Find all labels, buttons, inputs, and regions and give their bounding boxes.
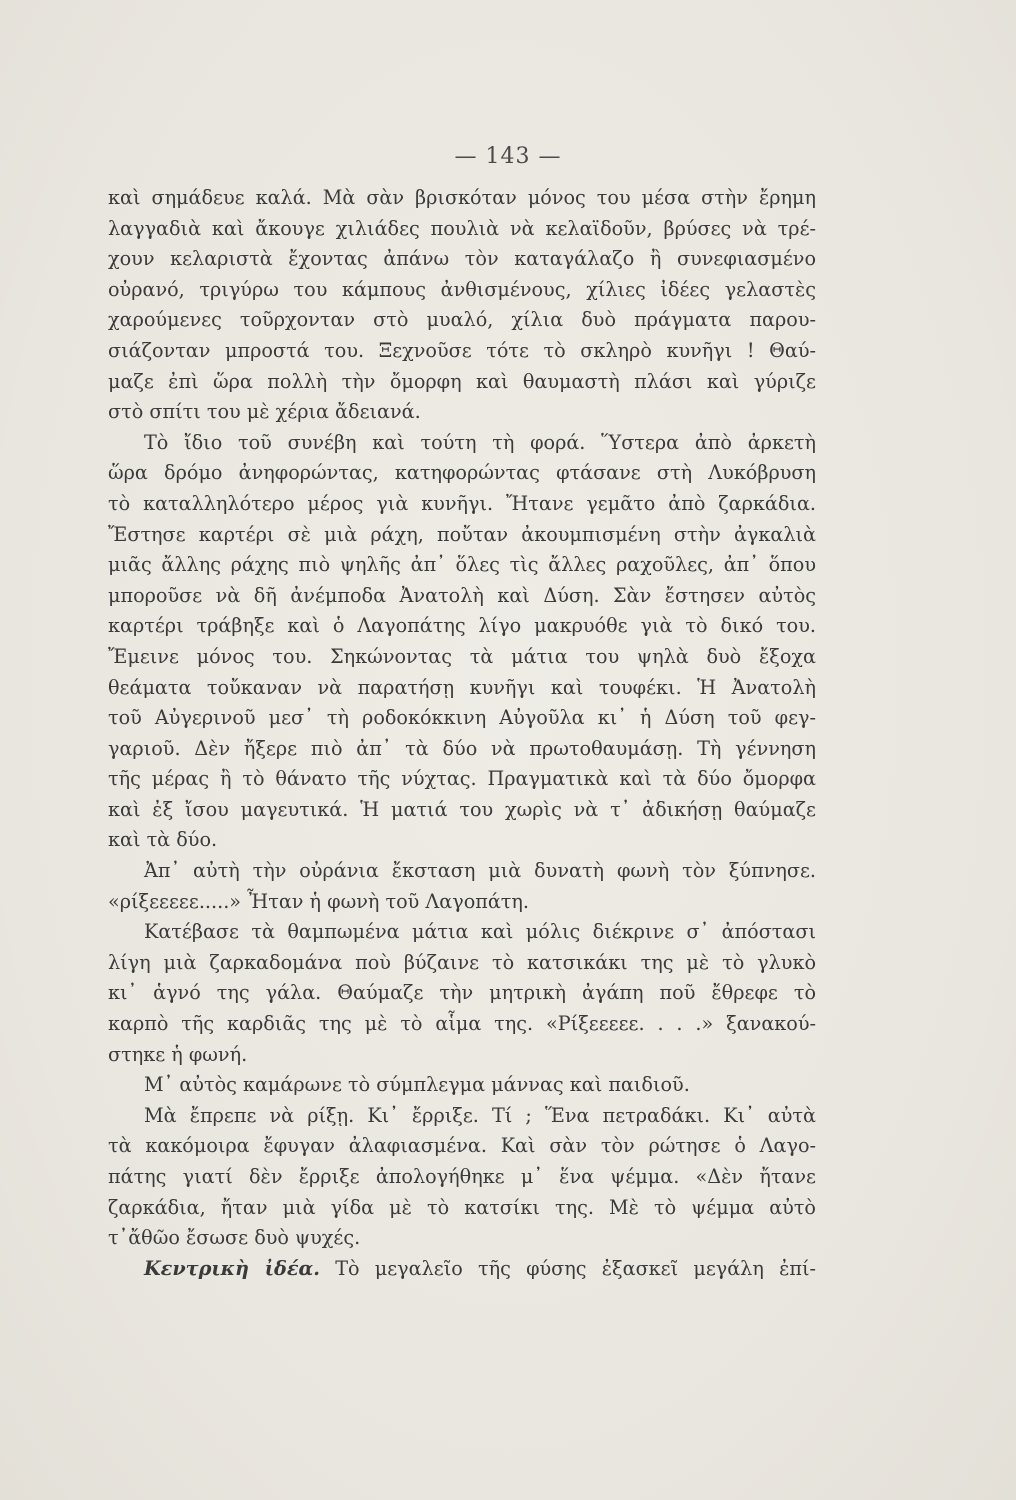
- text-line: λαγγαδιὰ καὶ ἄκουγε χιλιάδες πουλιὰ νὰ κελαϊδοῦν, βρύσες νὰ τρέ-: [108, 216, 816, 240]
- text-line: γαριοῦ. Δὲν ἤξερε πιὸ ἀπ᾽ τὰ δύο νὰ πρωτοθαυμάσῃ. Τὴ γέννηση: [108, 736, 816, 760]
- text-line: χαρούμενες τοῦρχονταν στὸ μυαλό, χίλια δυὸ πράγματα παρου-: [108, 308, 816, 332]
- text-line: Μ᾽ αὐτὸς καμάρωνε τὸ σύμπλεγμα μάννας καὶ παιδιοῦ.: [144, 1073, 690, 1097]
- central-idea-text: Τὸ μεγαλεῖο τῆς φύσης ἐξασκεῖ μεγάλη ἐπί-: [335, 1256, 816, 1280]
- text-line: θεάματα τοὔκαναν νὰ παρατήσῃ κυνῆγι καὶ τουφέκι. Ἡ Ἀνατολὴ: [108, 675, 816, 699]
- text-line: καρτέρι τράβηξε καὶ ὁ Λαγοπάτης λίγο μακρυόθε γιὰ τὸ δικό του.: [108, 614, 816, 638]
- text-line: τοῦ Αὐγερινοῦ μεσ᾽ τὴ ροδοκόκκινη Αὐγοῦλα κι᾽ ἡ Δύση τοῦ φεγ-: [108, 706, 816, 730]
- text-line: καὶ τὰ δύο.: [108, 828, 218, 852]
- text-line: καὶ σημάδευε καλά. Μὰ σὰν βρισκόταν μόνος του μέσα στὴν ἔρημη: [108, 186, 816, 209]
- text-line: κι᾽ ἁγνό της γάλα. Θαύμαζε τὴν μητρικὴ ἀγάπη ποῦ ἔθρεφε τὸ: [108, 981, 816, 1005]
- text-line: στὸ σπίτι του μὲ χέρια ἄδειανά.: [108, 400, 421, 424]
- central-idea-line: [108, 1254, 816, 1285]
- text-line: στηκε ἡ φωνή.: [108, 1042, 248, 1066]
- text-line: «ρίξεεεεε.....» Ἦταν ἡ φωνὴ τοῦ Λαγοπάτη.: [108, 889, 530, 913]
- text-line: μιᾶς ἄλλης ράχης πιὸ ψηλῆς ἀπ᾽ ὅλες τὶς ἄλλες ραχοῦλες, ἀπ᾽ ὅπου: [108, 553, 816, 577]
- text-line: λίγη μιὰ ζαρκαδομάνα ποὺ βύζαινε τὸ κατσικάκι της μὲ τὸ γλυκὸ: [108, 950, 816, 974]
- text-line: Κατέβασε τὰ θαμπωμένα μάτια καὶ μόλις διέκρινε σ᾽ ἀπόστασι: [144, 920, 816, 944]
- text-line: Ἔστησε καρτέρι σὲ μιὰ ράχη, ποὔταν ἀκουμπισμένη στὴν ἀγκαλιὰ: [108, 522, 816, 546]
- text-line: χουν κελαριστὰ ἔχοντας ἀπάνω τὸν καταγάλαζο ἢ συνεφιασμένο: [108, 247, 816, 271]
- central-idea-label: Κεντρικὴ ἰδέα.: [144, 1256, 320, 1280]
- page-number: — 143 —: [454, 144, 562, 169]
- text-line: τῆς μέρας ἢ τὸ θάνατο τῆς νύχτας. Πραγματικὰ καὶ τὰ δύο ὄμορφα: [108, 767, 816, 791]
- text-line: μαζε ἐπὶ ὥρα πολλὴ τὴν ὄμορφη καὶ θαυμαστὴ πλάσι καὶ γύριζε: [108, 369, 816, 393]
- text-line: καρπὸ τῆς καρδιᾶς της μὲ τὸ αἷμα της. «Ρίξεεεεε. . . .» ξανακού-: [108, 1012, 816, 1036]
- text-line: Τὸ ἴδιο τοῦ συνέβη καὶ τούτη τὴ φορά. Ὕστερα ἀπὸ ἀρκετὴ: [144, 430, 816, 454]
- text-line: τ᾽ἄθῶο ἔσωσε δυὸ ψυχές.: [108, 1226, 361, 1250]
- text-line: καὶ ἐξ ἴσου μαγευτικά. Ἡ ματιά του χωρὶς νὰ τ᾽ ἀδικήσῃ θαύμαζε: [108, 797, 816, 821]
- text-line: Ἔμεινε μόνος του. Σηκώνοντας τὰ μάτια του ψηλὰ δυὸ ἔξοχα: [108, 644, 816, 668]
- text-line: Μὰ ἔπρεπε νὰ ρίξῃ. Κι᾽ ἔρριξε. Τί ; Ἕνα πετραδάκι. Κι᾽ αὐτὰ: [144, 1103, 816, 1127]
- text-line: τὰ κακόμοιρα ἔφυγαν ἀλαφιασμένα. Καὶ σὰν τὸν ρώτησε ὁ Λαγο-: [108, 1134, 816, 1158]
- text-line: μποροῦσε νὰ δῆ ἀνέμποδα Ἀνατολὴ καὶ Δύση. Σὰν ἔστησεν αὐτὸς: [108, 583, 816, 607]
- text-line: πάτης γιατί δὲν ἔρριξε ἀπολογήθηκε μ᾽ ἕνα ψέμμα. «Δὲν ἤτανε: [108, 1165, 816, 1188]
- text-line: σιάζονταν μπροστά του. Ξεχνοῦσε τότε τὸ σκληρὸ κυνῆγι ! Θαύ-: [108, 338, 816, 362]
- text-line: ὥρα δρόμο ἀνηφορώντας, κατηφορώντας φτάσανε στὴ Λυκόβρυση: [108, 461, 816, 485]
- text-line: οὐρανό, τριγύρω του κάμπους ἀνθισμένους, χίλιες ἰδέες γελαστὲς: [108, 277, 816, 301]
- text-line: ζαρκάδια, ἤταν μιὰ γίδα μὲ τὸ κατσίκι της. Μὲ τὸ ψέμμα αὐτὸ: [108, 1195, 816, 1219]
- body-text: [108, 183, 816, 1284]
- text-line: τὸ καταλληλότερο μέρος γιὰ κυνῆγι. Ἤτανε γεμᾶτο ἀπὸ ζαρκάδια.: [108, 491, 816, 515]
- text-line: Ἀπ᾽ αὐτὴ τὴν οὐράνια ἔκσταση μιὰ δυνατὴ φωνὴ τὸν ξύπνησε.: [144, 859, 816, 883]
